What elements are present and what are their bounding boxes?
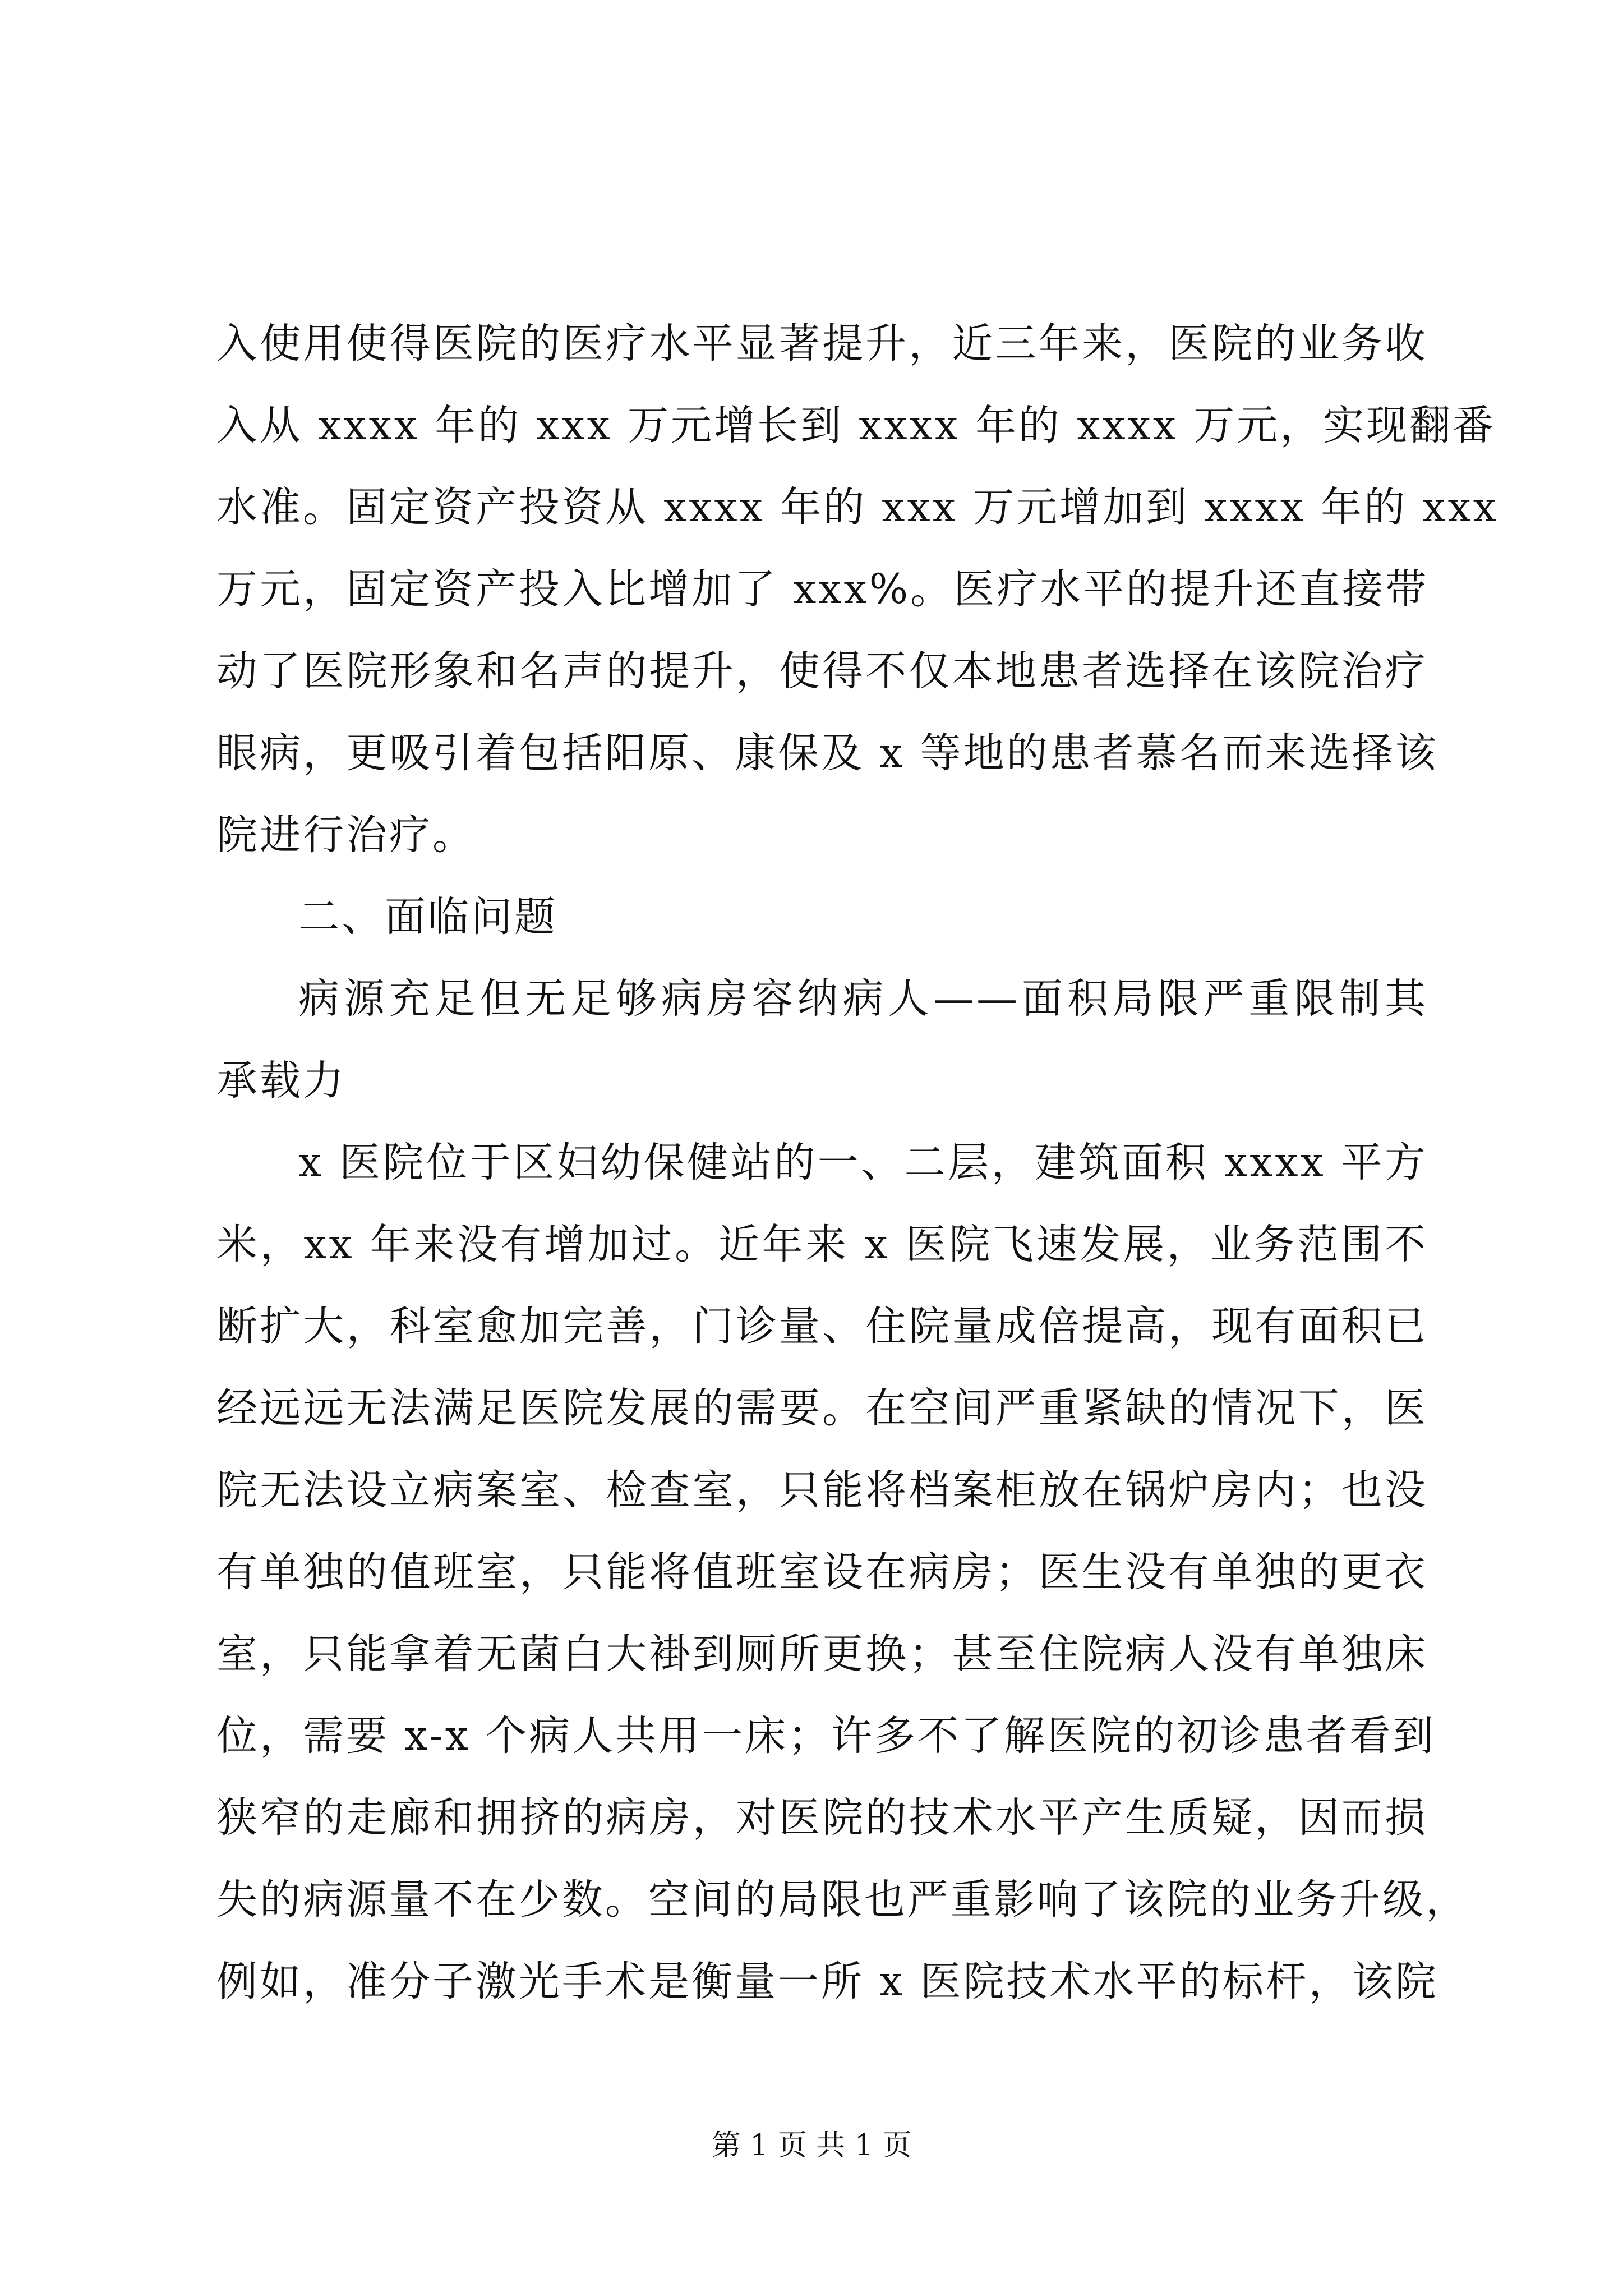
text-line: 室，只能拿着无菌白大褂到厕所更换；甚至住院病人没有单独床 bbox=[216, 1630, 1428, 1678]
text-line: 院无法设立病案室、检查室，只能将档案柜放在锅炉房内；也没 bbox=[216, 1466, 1428, 1514]
text-line: 动了医院形象和名声的提升，使得不仅本地患者选择在该院治疗 bbox=[216, 647, 1428, 695]
text-line: 有单独的值班室，只能将值班室设在病房；医生没有单独的更衣 bbox=[216, 1548, 1428, 1596]
text-line: 眼病，更吸引着包括阳原、康保及 x 等地的患者慕名而来选择该 bbox=[216, 729, 1438, 777]
subheading-line: 承载力 bbox=[216, 1057, 346, 1105]
text-line: 位，需要 x-x 个病人共用一床；许多不了解医院的初诊患者看到 bbox=[216, 1712, 1436, 1760]
text-line: 狭窄的走廊和拥挤的病房，对医院的技术水平产生质疑，因而损 bbox=[216, 1794, 1428, 1842]
text-line: 经远远无法满足医院发展的需要。在空间严重紧缺的情况下，医 bbox=[216, 1384, 1428, 1432]
section-heading: 二、面临问题 bbox=[298, 893, 557, 941]
text-line: 入使用使得医院的医疗水平显著提升，近三年来，医院的业务收 bbox=[216, 320, 1428, 367]
text-line: 院进行治疗。 bbox=[216, 811, 476, 859]
text-line: 入从 xxxx 年的 xxx 万元增长到 xxxx 年的 xxxx 万元，实现翻番 bbox=[216, 402, 1496, 449]
text-line: 失的病源量不在少数。空间的局限也严重影响了该院的业务升级， bbox=[216, 1876, 1469, 1924]
text-line: 断扩大，科室愈加完善，门诊量、住院量成倍提高，现有面积已 bbox=[216, 1303, 1428, 1350]
document-body bbox=[216, 303, 1498, 2023]
page-number-footer: 第 1 页 共 1 页 bbox=[711, 2129, 912, 2162]
subheading-line: 病源充足但无足够病房容纳病人——面积局限严重限制其 bbox=[298, 975, 1428, 1023]
text-line: 米，xx 年来没有增加过。近年来 x 医院飞速发展，业务范围不 bbox=[216, 1221, 1428, 1268]
text-line: x 医院位于区妇幼保健站的一、二层，建筑面积 xxxx 平方 bbox=[298, 1139, 1428, 1186]
text-line: 例如，准分子激光手术是衡量一所 x 医院技术水平的标杆，该院 bbox=[216, 1958, 1438, 2005]
text-line: 万元，固定资产投入比增加了 xxx%。医疗水平的提升还直接带 bbox=[216, 565, 1429, 613]
text-line: 水准。固定资产投资从 xxxx 年的 xxx 万元增加到 xxxx 年的 xxx bbox=[216, 484, 1498, 531]
